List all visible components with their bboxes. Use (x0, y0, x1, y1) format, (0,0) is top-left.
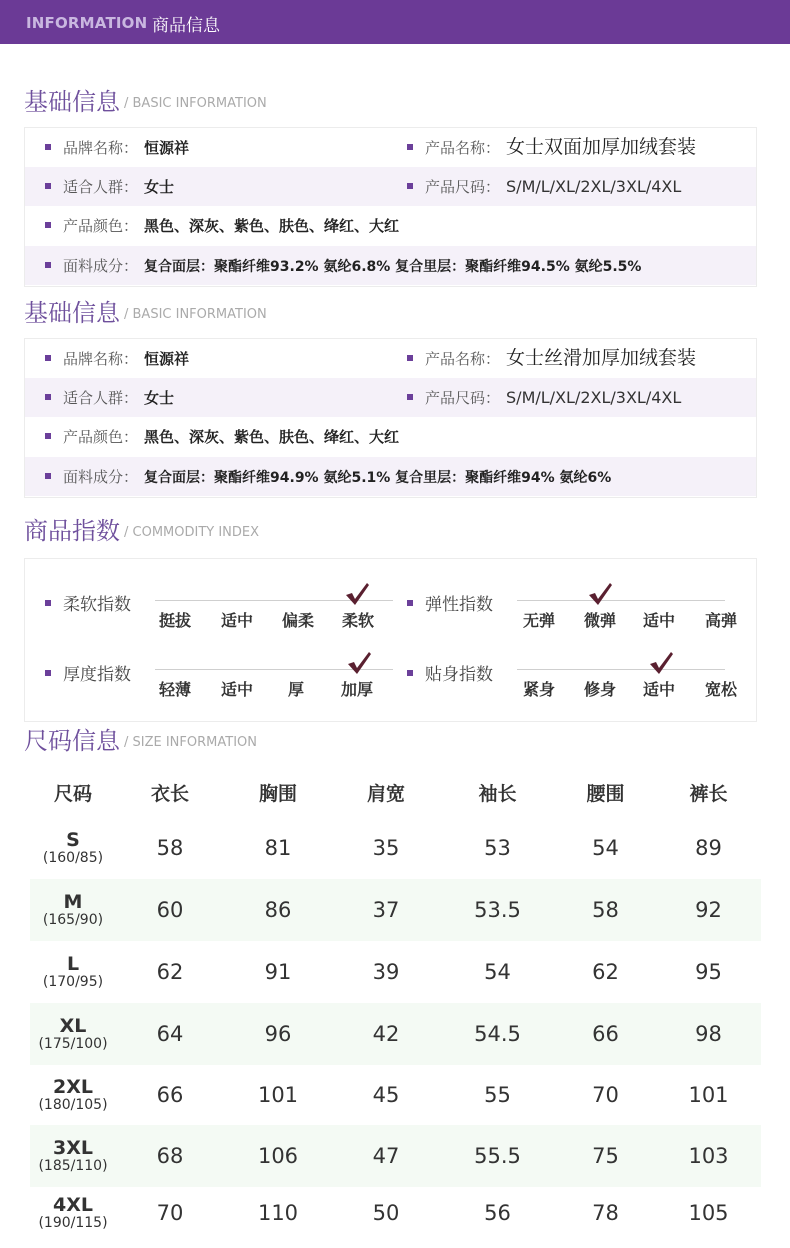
section-subtitle: / COMMODITY INDEX (124, 524, 260, 540)
size-spec: (185/110) (38, 1157, 108, 1174)
sizes-label: 产品尺码： (425, 178, 501, 196)
elastic-index-text: 弹性指数 (425, 595, 493, 615)
size-spec: (180/105) (38, 1096, 108, 1113)
measurement-cell: 35 (372, 836, 400, 860)
fabric-label: 面料成分： (63, 468, 139, 486)
brand-item (45, 339, 189, 378)
fit-option: 紧身 (522, 680, 555, 699)
basic-info-title-1 (24, 82, 267, 117)
measurement-cell: 75 (592, 1144, 619, 1168)
audience-item (45, 167, 174, 206)
brand-value: 恒源祥 (144, 139, 190, 157)
sizes-value: S/M/L/XL/2XL/3XL/4XL (506, 388, 682, 407)
soft-option: 适中 (220, 611, 253, 630)
section-subtitle: / BASIC INFORMATION (124, 95, 267, 111)
section-title-text: 商品指数 (24, 517, 120, 545)
measurement-cell: 101 (688, 1083, 729, 1107)
header-cn: 商品信息 (152, 16, 220, 36)
product-name-item (407, 128, 696, 167)
table-row (30, 1125, 761, 1187)
fit-option: 修身 (583, 680, 616, 699)
fit-option: 适中 (642, 680, 675, 699)
measurement-cell: 70 (156, 1201, 184, 1225)
soft-option: 偏柔 (281, 611, 314, 630)
info-row (25, 378, 756, 417)
elastic-option: 高弹 (704, 611, 737, 630)
size-cell (30, 1003, 116, 1065)
sizes-value: S/M/L/XL/2XL/3XL/4XL (506, 177, 682, 196)
size-table-header (30, 767, 761, 817)
basic-info-title-2 (24, 293, 267, 328)
thickness-option: 厚 (287, 680, 304, 699)
table-row (30, 1003, 761, 1065)
measurement-cell: 106 (257, 1144, 299, 1168)
bullet-icon (407, 144, 413, 150)
measurement-cell: 62 (156, 960, 184, 984)
measurement-cell: 66 (592, 1022, 619, 1046)
size-label: XL (59, 1014, 87, 1037)
size-label: L (66, 952, 80, 975)
table-row (30, 1065, 761, 1125)
audience-label: 适合人群： (63, 389, 139, 407)
header-en: INFORMATION (26, 14, 148, 32)
table-row (30, 1187, 761, 1239)
brand-value: 恒源祥 (144, 350, 190, 368)
column-header: 肩宽 (366, 782, 405, 805)
bullet-icon (45, 222, 51, 228)
section-title-text: 尺码信息 (24, 727, 120, 755)
product-name-value: 女士双面加厚加绒套装 (506, 136, 697, 158)
section-title-text: 基础信息 (24, 299, 120, 327)
thickness-option: 加厚 (340, 680, 373, 699)
size-table-body (30, 817, 761, 1239)
measurement-cell: 53.5 (474, 898, 521, 922)
measurement-cell: 92 (695, 898, 722, 922)
table-row (30, 817, 761, 879)
bullet-icon (45, 394, 51, 400)
bullet-icon (45, 670, 51, 676)
bullet-icon (407, 670, 413, 676)
commodity-index-title (24, 511, 259, 546)
colors-item (45, 206, 399, 245)
sizes-item (407, 378, 681, 417)
size-cell (30, 879, 116, 941)
colors-value: 黑色、深灰、紫色、肤色、绛红、大红 (144, 428, 400, 446)
measurement-cell: 91 (264, 960, 292, 984)
size-cell (30, 1065, 116, 1125)
measurement-cell: 110 (257, 1201, 299, 1225)
bullet-icon (407, 600, 413, 606)
measurement-cell: 62 (592, 960, 619, 984)
bullet-icon (407, 183, 413, 189)
colors-label: 产品颜色： (63, 217, 139, 235)
info-row (25, 339, 756, 378)
measurement-cell: 54 (484, 960, 511, 984)
bullet-icon (45, 262, 51, 268)
info-row (25, 206, 756, 245)
measurement-cell: 68 (156, 1144, 184, 1168)
brand-item (45, 128, 189, 167)
column-header: 袖长 (478, 782, 517, 805)
soft-index-text: 柔软指数 (63, 595, 131, 615)
table-row (30, 879, 761, 941)
commodity-index-box (24, 558, 757, 722)
measurement-cell: 45 (372, 1083, 400, 1107)
section-subtitle: / BASIC INFORMATION (124, 306, 267, 322)
bullet-icon (45, 473, 51, 479)
bullet-icon (407, 355, 413, 361)
bullet-icon (45, 355, 51, 361)
fit-check-icon (647, 650, 675, 676)
thickness-index-label (45, 660, 131, 685)
audience-item (45, 378, 174, 417)
measurement-cell: 66 (156, 1083, 184, 1107)
size-cell (30, 941, 116, 1003)
thickness-check-icon (345, 650, 373, 676)
soft-option: 柔软 (341, 611, 374, 630)
measurement-cell: 53 (484, 836, 511, 860)
column-header: 尺码 (53, 782, 92, 805)
measurement-cell: 50 (372, 1201, 400, 1225)
elastic-scale-line (517, 600, 725, 601)
measurement-cell: 70 (592, 1083, 619, 1107)
section-subtitle: / SIZE INFORMATION (124, 734, 257, 750)
thickness-index-text: 厚度指数 (63, 665, 131, 685)
size-table (30, 767, 761, 1239)
size-spec: (190/115) (38, 1214, 108, 1231)
product-name-item (407, 339, 696, 378)
product-name-label: 产品名称： (425, 139, 501, 157)
measurement-cell: 78 (592, 1201, 619, 1225)
bullet-icon (45, 600, 51, 606)
product-name-label: 产品名称： (425, 350, 501, 368)
size-cell (30, 817, 116, 879)
audience-value: 女士 (144, 389, 175, 407)
measurement-cell: 89 (695, 836, 722, 860)
elastic-option: 无弹 (522, 611, 555, 630)
fit-index-label (407, 660, 493, 685)
fit-scale-line (517, 669, 725, 670)
measurement-cell: 81 (264, 836, 292, 860)
fabric-item (45, 246, 641, 285)
measurement-cell: 39 (372, 960, 400, 984)
size-label: M (63, 890, 83, 913)
audience-value: 女士 (144, 178, 175, 196)
measurement-cell: 64 (156, 1022, 184, 1046)
measurement-cell: 37 (372, 898, 400, 922)
measurement-cell: 55 (484, 1083, 511, 1107)
measurement-cell: 86 (264, 898, 292, 922)
fit-index-text: 贴身指数 (425, 665, 493, 685)
size-label: S (66, 828, 80, 851)
elastic-option: 适中 (642, 611, 675, 630)
colors-label: 产品颜色： (63, 428, 139, 446)
elastic-option: 微弹 (583, 611, 616, 630)
size-spec: (165/90) (42, 911, 104, 928)
measurement-cell: 98 (695, 1022, 722, 1046)
bullet-icon (45, 433, 51, 439)
thickness-option: 轻薄 (158, 680, 191, 699)
table-row (30, 941, 761, 1003)
column-header: 胸围 (258, 782, 297, 805)
size-spec: (160/85) (42, 849, 104, 866)
soft-index-label (45, 590, 131, 615)
info-row (25, 128, 756, 167)
colors-value: 黑色、深灰、紫色、肤色、绛红、大红 (144, 217, 400, 235)
fit-option: 宽松 (704, 680, 737, 699)
measurement-cell: 60 (156, 898, 184, 922)
basic-info-box-1 (24, 127, 757, 287)
bullet-icon (45, 144, 51, 150)
info-row (25, 457, 756, 496)
measurement-cell: 56 (484, 1201, 511, 1225)
sizes-item (407, 167, 681, 206)
size-spec: (175/100) (38, 1035, 108, 1052)
sizes-label: 产品尺码： (425, 389, 501, 407)
bullet-icon (45, 183, 51, 189)
size-label: 4XL (53, 1193, 93, 1216)
measurement-cell: 54.5 (474, 1022, 521, 1046)
column-header: 腰围 (586, 782, 625, 805)
column-header: 裤长 (689, 782, 728, 805)
measurement-cell: 103 (688, 1144, 729, 1168)
fabric-value: 复合面层：聚酯纤维93.2% 氨纶6.8% 复合里层：聚酯纤维94.5% 氨纶5.5% (144, 259, 642, 275)
size-cell (30, 1125, 116, 1187)
measurement-cell: 58 (156, 836, 184, 860)
size-spec: (170/95) (42, 973, 104, 990)
measurement-cell: 95 (695, 960, 722, 984)
size-cell (30, 1187, 116, 1239)
size-label: 3XL (53, 1136, 93, 1159)
product-name-value: 女士丝滑加厚加绒套装 (506, 347, 697, 369)
column-header: 衣长 (150, 782, 189, 805)
soft-check-icon (343, 581, 371, 607)
colors-item (45, 417, 399, 456)
brand-label: 品牌名称： (63, 139, 139, 157)
info-row (25, 417, 756, 456)
bullet-icon (407, 394, 413, 400)
measurement-cell: 55.5 (474, 1144, 521, 1168)
measurement-cell: 54 (592, 836, 619, 860)
fabric-item (45, 457, 611, 496)
header-bar (0, 0, 790, 44)
measurement-cell: 42 (372, 1022, 400, 1046)
measurement-cell: 96 (264, 1022, 292, 1046)
info-row (25, 246, 756, 285)
thickness-option: 适中 (220, 680, 253, 699)
elastic-index-label (407, 590, 493, 615)
section-title-text: 基础信息 (24, 88, 120, 116)
measurement-cell: 105 (688, 1201, 729, 1225)
info-row (25, 167, 756, 206)
basic-info-box-2 (24, 338, 757, 498)
size-info-title (24, 721, 257, 756)
brand-label: 品牌名称： (63, 350, 139, 368)
size-label: 2XL (53, 1075, 93, 1098)
fabric-value: 复合面层：聚酯纤维94.9% 氨纶5.1% 复合里层：聚酯纤维94% 氨纶6% (144, 470, 612, 486)
fabric-label: 面料成分： (63, 257, 139, 275)
measurement-cell: 58 (592, 898, 619, 922)
measurement-cell: 47 (372, 1144, 400, 1168)
elastic-check-icon (586, 581, 614, 607)
soft-option: 挺拔 (158, 611, 191, 630)
audience-label: 适合人群： (63, 178, 139, 196)
measurement-cell: 101 (257, 1083, 299, 1107)
